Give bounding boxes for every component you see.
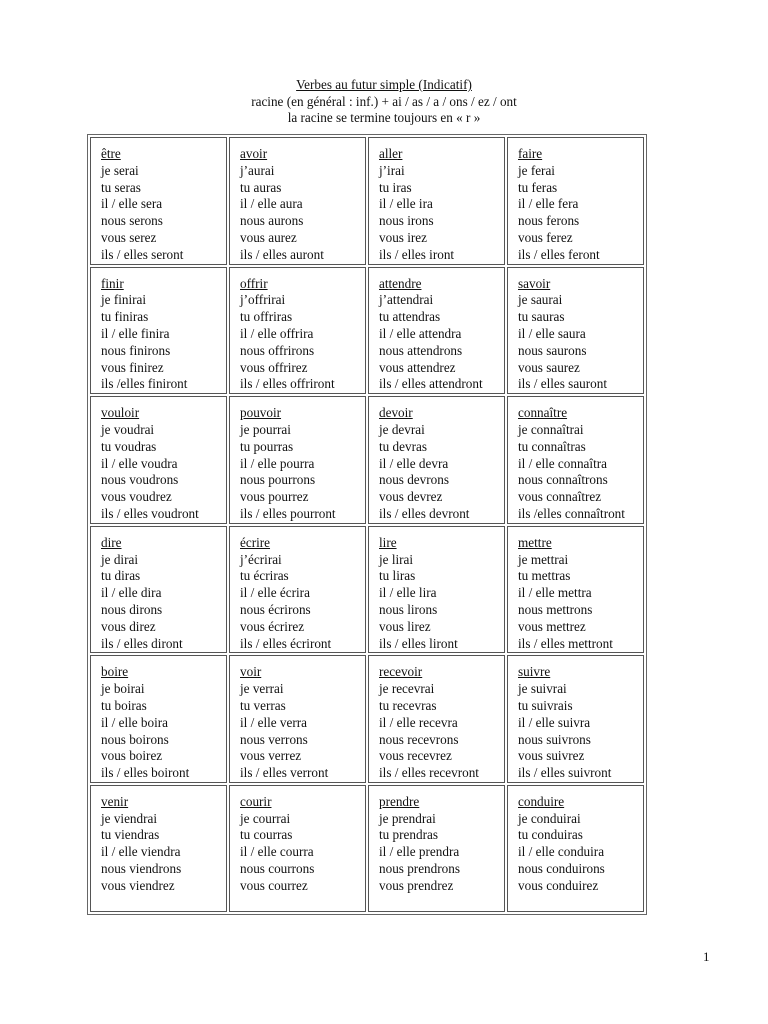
conjugated-form: il / elle devra bbox=[379, 455, 449, 471]
conjugated-form: ils / elles recevront bbox=[379, 765, 479, 781]
conjugated-form: vous écrirez bbox=[240, 618, 305, 634]
conjugated-form: nous courrons bbox=[240, 861, 315, 877]
verb-infinitive: conduire bbox=[518, 793, 565, 809]
conjugated-form: tu offriras bbox=[240, 309, 293, 325]
conjugated-form: je prendrai bbox=[379, 810, 436, 826]
conjugated-form: vous lirez bbox=[379, 618, 431, 634]
verb-infinitive: pouvoir bbox=[240, 405, 282, 421]
verb-cell bbox=[229, 526, 366, 654]
conjugated-form: vous pourrez bbox=[240, 489, 309, 505]
document-title: Verbes au futur simple (Indicatif) bbox=[296, 77, 472, 92]
conjugated-form: ils / elles offriront bbox=[240, 376, 335, 392]
conjugated-form: je connaîtrai bbox=[518, 421, 584, 437]
conjugated-form: il / elle finira bbox=[101, 325, 170, 341]
conjugated-form: nous voudrons bbox=[101, 472, 179, 488]
conjugated-form: je suivrai bbox=[518, 681, 567, 697]
conjugated-form: nous lirons bbox=[379, 601, 438, 617]
verb-cell bbox=[368, 137, 505, 265]
conjugated-form: nous connaîtrons bbox=[518, 472, 608, 488]
conjugated-form: je devrai bbox=[379, 421, 425, 437]
conjugated-form: il / elle écrira bbox=[240, 585, 310, 601]
conjugated-form: nous recevrons bbox=[379, 731, 459, 747]
verb-cell bbox=[368, 655, 505, 783]
conjugated-form: tu finiras bbox=[101, 309, 149, 325]
verb-infinitive: dire bbox=[101, 534, 122, 550]
conjugated-form: vous serez bbox=[101, 229, 157, 245]
conjugated-form: tu courras bbox=[240, 827, 293, 843]
verb-infinitive: voir bbox=[240, 664, 262, 680]
verb-infinitive: être bbox=[101, 146, 121, 161]
conjugated-form: nous devrons bbox=[379, 472, 449, 488]
conjugated-form: il / elle pourra bbox=[240, 455, 315, 471]
conjugated-form: vous courrez bbox=[240, 877, 308, 893]
conjugated-form: vous recevrez bbox=[379, 748, 452, 764]
conjugated-form: je lirai bbox=[379, 551, 414, 567]
conjugated-form: j’attendrai bbox=[379, 292, 434, 308]
conjugated-form: nous attendrons bbox=[379, 342, 463, 358]
table-row bbox=[90, 137, 644, 265]
conjugated-form: nous suivrons bbox=[518, 731, 591, 747]
conjugated-form: je finirai bbox=[101, 292, 147, 308]
conjugated-form: il / elle aura bbox=[240, 196, 303, 212]
conjugated-form: il / elle saura bbox=[518, 325, 586, 341]
conjugated-form: il / elle lira bbox=[379, 585, 437, 601]
verb-infinitive: venir bbox=[101, 793, 129, 809]
conjugated-form: tu recevras bbox=[379, 697, 437, 713]
conjugated-form: il / elle verra bbox=[240, 714, 307, 730]
verb-cell bbox=[90, 526, 227, 654]
verb-cell bbox=[90, 396, 227, 524]
conjugated-form: ils / elles pourront bbox=[240, 505, 336, 521]
conjugated-form: vous prendrez bbox=[379, 877, 454, 893]
verb-cell bbox=[507, 396, 644, 524]
conjugated-form: vous aurez bbox=[240, 229, 297, 245]
conjugated-form: vous direz bbox=[101, 618, 156, 634]
verb-cell bbox=[90, 785, 227, 912]
conjugated-form: tu viendras bbox=[101, 827, 160, 843]
conjugated-form: je boirai bbox=[101, 681, 145, 697]
conjugated-form: je viendrai bbox=[101, 810, 158, 826]
conjugated-form: ils / elles voudront bbox=[101, 505, 199, 521]
conjugated-form: tu feras bbox=[518, 179, 558, 195]
verb-infinitive: devoir bbox=[379, 405, 413, 421]
conjugated-form: je mettrai bbox=[518, 551, 569, 567]
conjugated-form: tu écriras bbox=[240, 568, 289, 584]
table-row bbox=[90, 267, 644, 395]
conjugated-form: je serai bbox=[101, 162, 139, 178]
conjugated-form: tu prendras bbox=[379, 827, 438, 843]
conjugated-form: je verrai bbox=[240, 681, 284, 697]
conjugated-form: ils / elles mettront bbox=[518, 635, 613, 651]
verb-cell bbox=[90, 655, 227, 783]
verb-infinitive: écrire bbox=[240, 534, 271, 550]
verb-cell bbox=[229, 137, 366, 265]
table-row bbox=[90, 785, 644, 912]
conjugated-form: vous suivrez bbox=[518, 748, 585, 764]
conjugated-form: je courrai bbox=[240, 810, 291, 826]
conjugated-form: nous aurons bbox=[240, 213, 304, 229]
verb-infinitive: savoir bbox=[518, 275, 551, 291]
conjugated-form: tu auras bbox=[240, 179, 282, 195]
verb-infinitive: prendre bbox=[379, 793, 420, 809]
conjugated-form: nous finirons bbox=[101, 342, 171, 358]
conjugated-form: ils / elles feront bbox=[518, 246, 600, 262]
conjugated-form: il / elle courra bbox=[240, 844, 314, 860]
conjugated-form: tu liras bbox=[379, 568, 416, 584]
verb-cell bbox=[229, 267, 366, 395]
conjugated-form: je conduirai bbox=[518, 810, 581, 826]
conjugated-form: il / elle fera bbox=[518, 196, 579, 212]
conjugated-form: ils / elles devront bbox=[379, 505, 470, 521]
conjugated-form: vous offrirez bbox=[240, 359, 308, 375]
conjugated-form: ils / elles attendront bbox=[379, 376, 483, 392]
conjugated-form: nous mettrons bbox=[518, 601, 593, 617]
conjugated-form: ils / elles iront bbox=[379, 246, 455, 262]
rule-description: racine (en général : inf.) + ai / as / a / ons / ez / ont bbox=[251, 93, 517, 109]
verb-infinitive: mettre bbox=[518, 534, 552, 550]
conjugated-form: il / elle dira bbox=[101, 585, 162, 601]
conjugated-form: tu verras bbox=[240, 697, 286, 713]
conjugated-form: tu devras bbox=[379, 438, 427, 454]
conjugated-form: il / elle connaîtra bbox=[518, 455, 607, 471]
conjugated-form: j’irai bbox=[379, 162, 405, 178]
table-row bbox=[90, 396, 644, 524]
conjugated-form: nous dirons bbox=[101, 601, 163, 617]
verb-infinitive: vouloir bbox=[101, 405, 140, 421]
verb-cell bbox=[229, 785, 366, 912]
conjugated-form: nous ferons bbox=[518, 213, 580, 229]
conjugated-form: j’écrirai bbox=[240, 551, 282, 567]
verb-infinitive: connaître bbox=[518, 405, 568, 421]
conjugated-form: je recevrai bbox=[379, 681, 435, 697]
conjugated-form: tu diras bbox=[101, 568, 141, 584]
verb-cell bbox=[507, 267, 644, 395]
conjugated-form: il / elle boira bbox=[101, 714, 169, 730]
verb-cell bbox=[368, 526, 505, 654]
verb-cell bbox=[90, 137, 227, 265]
conjugated-form: nous conduirons bbox=[518, 861, 605, 877]
conjugated-form: il / elle mettra bbox=[518, 585, 592, 601]
conjugated-form: il / elle voudra bbox=[101, 455, 178, 471]
verb-infinitive: boire bbox=[101, 664, 129, 680]
conjugated-form: tu mettras bbox=[518, 568, 571, 584]
conjugated-form: il / elle prendra bbox=[379, 844, 460, 860]
page-number: 1 bbox=[703, 949, 710, 964]
conjugated-form: ils / elles écriront bbox=[240, 635, 332, 651]
conjugated-form: j’offrirai bbox=[240, 292, 286, 308]
verb-infinitive: finir bbox=[101, 275, 124, 291]
conjugated-form: il / elle attendra bbox=[379, 325, 462, 341]
rule-note: la racine se termine toujours en « r » bbox=[287, 110, 481, 125]
conjugated-form: tu seras bbox=[101, 179, 141, 195]
conjugated-form: je ferai bbox=[518, 162, 555, 178]
conjugated-form: tu iras bbox=[379, 179, 412, 195]
verb-cell bbox=[507, 137, 644, 265]
conjugated-form: tu voudras bbox=[101, 438, 157, 454]
conjugated-form: je pourrai bbox=[240, 421, 291, 437]
conjugated-form: ils / elles liront bbox=[379, 635, 458, 651]
conjugated-form: nous irons bbox=[379, 213, 434, 229]
conjugated-form: vous conduirez bbox=[518, 877, 599, 893]
verb-cell bbox=[229, 396, 366, 524]
conjugated-form: vous boirez bbox=[101, 748, 163, 764]
verb-infinitive: lire bbox=[379, 534, 397, 550]
conjugated-form: il / elle conduira bbox=[518, 844, 605, 860]
conjugated-form: ils /elles finiront bbox=[101, 376, 188, 392]
conjugated-form: vous connaîtrez bbox=[518, 489, 602, 505]
conjugated-form: nous viendrons bbox=[101, 861, 182, 877]
conjugated-form: nous saurons bbox=[518, 342, 587, 358]
conjugated-form: nous pourrons bbox=[240, 472, 316, 488]
conjugated-form: vous voudrez bbox=[101, 489, 172, 505]
conjugated-form: vous irez bbox=[379, 229, 427, 245]
conjugated-form: ils / elles diront bbox=[101, 635, 183, 651]
conjugated-form: vous saurez bbox=[518, 359, 580, 375]
conjugated-form: ils / elles suivront bbox=[518, 765, 612, 781]
conjugated-form: ils / elles seront bbox=[101, 246, 184, 262]
conjugated-form: tu boiras bbox=[101, 697, 147, 713]
verb-cell bbox=[90, 267, 227, 395]
conjugated-form: tu conduiras bbox=[518, 827, 583, 843]
conjugated-form: nous écrirons bbox=[240, 601, 311, 617]
conjugated-form: vous ferez bbox=[518, 229, 573, 245]
verb-cell bbox=[368, 396, 505, 524]
conjugated-form: il / elle offrira bbox=[240, 325, 314, 341]
verb-infinitive: aller bbox=[379, 146, 403, 161]
conjugated-form: il / elle recevra bbox=[379, 714, 458, 730]
conjugated-form: tu attendras bbox=[379, 309, 441, 325]
conjugated-form: tu sauras bbox=[518, 309, 565, 325]
conjugated-form: tu pourras bbox=[240, 438, 294, 454]
conjugated-form: nous verrons bbox=[240, 731, 308, 747]
conjugated-form: nous prendrons bbox=[379, 861, 460, 877]
conjugated-form: ils / elles verront bbox=[240, 765, 329, 781]
table-row bbox=[90, 655, 644, 783]
conjugated-form: nous serons bbox=[101, 213, 163, 229]
conjugated-form: vous devrez bbox=[379, 489, 443, 505]
conjugated-form: vous mettrez bbox=[518, 618, 586, 634]
verb-cell bbox=[368, 267, 505, 395]
verb-infinitive: faire bbox=[518, 146, 543, 161]
conjugated-form: il / elle viendra bbox=[101, 844, 181, 860]
verb-infinitive: courir bbox=[240, 793, 272, 809]
conjugated-form: ils /elles connaîtront bbox=[518, 505, 625, 521]
conjugated-form: ils / elles sauront bbox=[518, 376, 608, 392]
table-row bbox=[90, 526, 644, 654]
conjugated-form: ils / elles auront bbox=[240, 246, 324, 262]
conjugated-form: j’aurai bbox=[240, 162, 275, 178]
verb-infinitive: suivre bbox=[518, 664, 551, 680]
conjugated-form: il / elle sera bbox=[101, 196, 163, 212]
conjugated-form: ils / elles boiront bbox=[101, 765, 190, 781]
conjugated-form: il / elle suivra bbox=[518, 714, 591, 730]
conjugated-form: vous attendrez bbox=[379, 359, 456, 375]
verb-infinitive: avoir bbox=[240, 146, 268, 161]
verb-infinitive: attendre bbox=[379, 275, 422, 291]
verb-cell bbox=[507, 655, 644, 783]
conjugated-form: tu connaîtras bbox=[518, 438, 586, 454]
conjugated-form: vous verrez bbox=[240, 748, 302, 764]
conjugated-form: nous offrirons bbox=[240, 342, 315, 358]
conjugated-form: je saurai bbox=[518, 292, 563, 308]
conjugated-form: il / elle ira bbox=[379, 196, 433, 212]
conjugated-form: nous boirons bbox=[101, 731, 169, 747]
verb-cell bbox=[368, 785, 505, 912]
conjugation-table bbox=[87, 134, 647, 915]
conjugated-form: je dirai bbox=[101, 551, 138, 567]
verb-cell bbox=[507, 785, 644, 912]
verb-infinitive: recevoir bbox=[379, 664, 423, 680]
conjugated-form: vous finirez bbox=[101, 359, 164, 375]
verb-cell bbox=[229, 655, 366, 783]
conjugated-form: tu suivrais bbox=[518, 697, 573, 713]
conjugated-form: je voudrai bbox=[101, 421, 155, 437]
verb-infinitive: offrir bbox=[240, 275, 268, 291]
conjugated-form: vous viendrez bbox=[101, 877, 175, 893]
verb-cell bbox=[507, 526, 644, 654]
document-header bbox=[0, 77, 768, 127]
